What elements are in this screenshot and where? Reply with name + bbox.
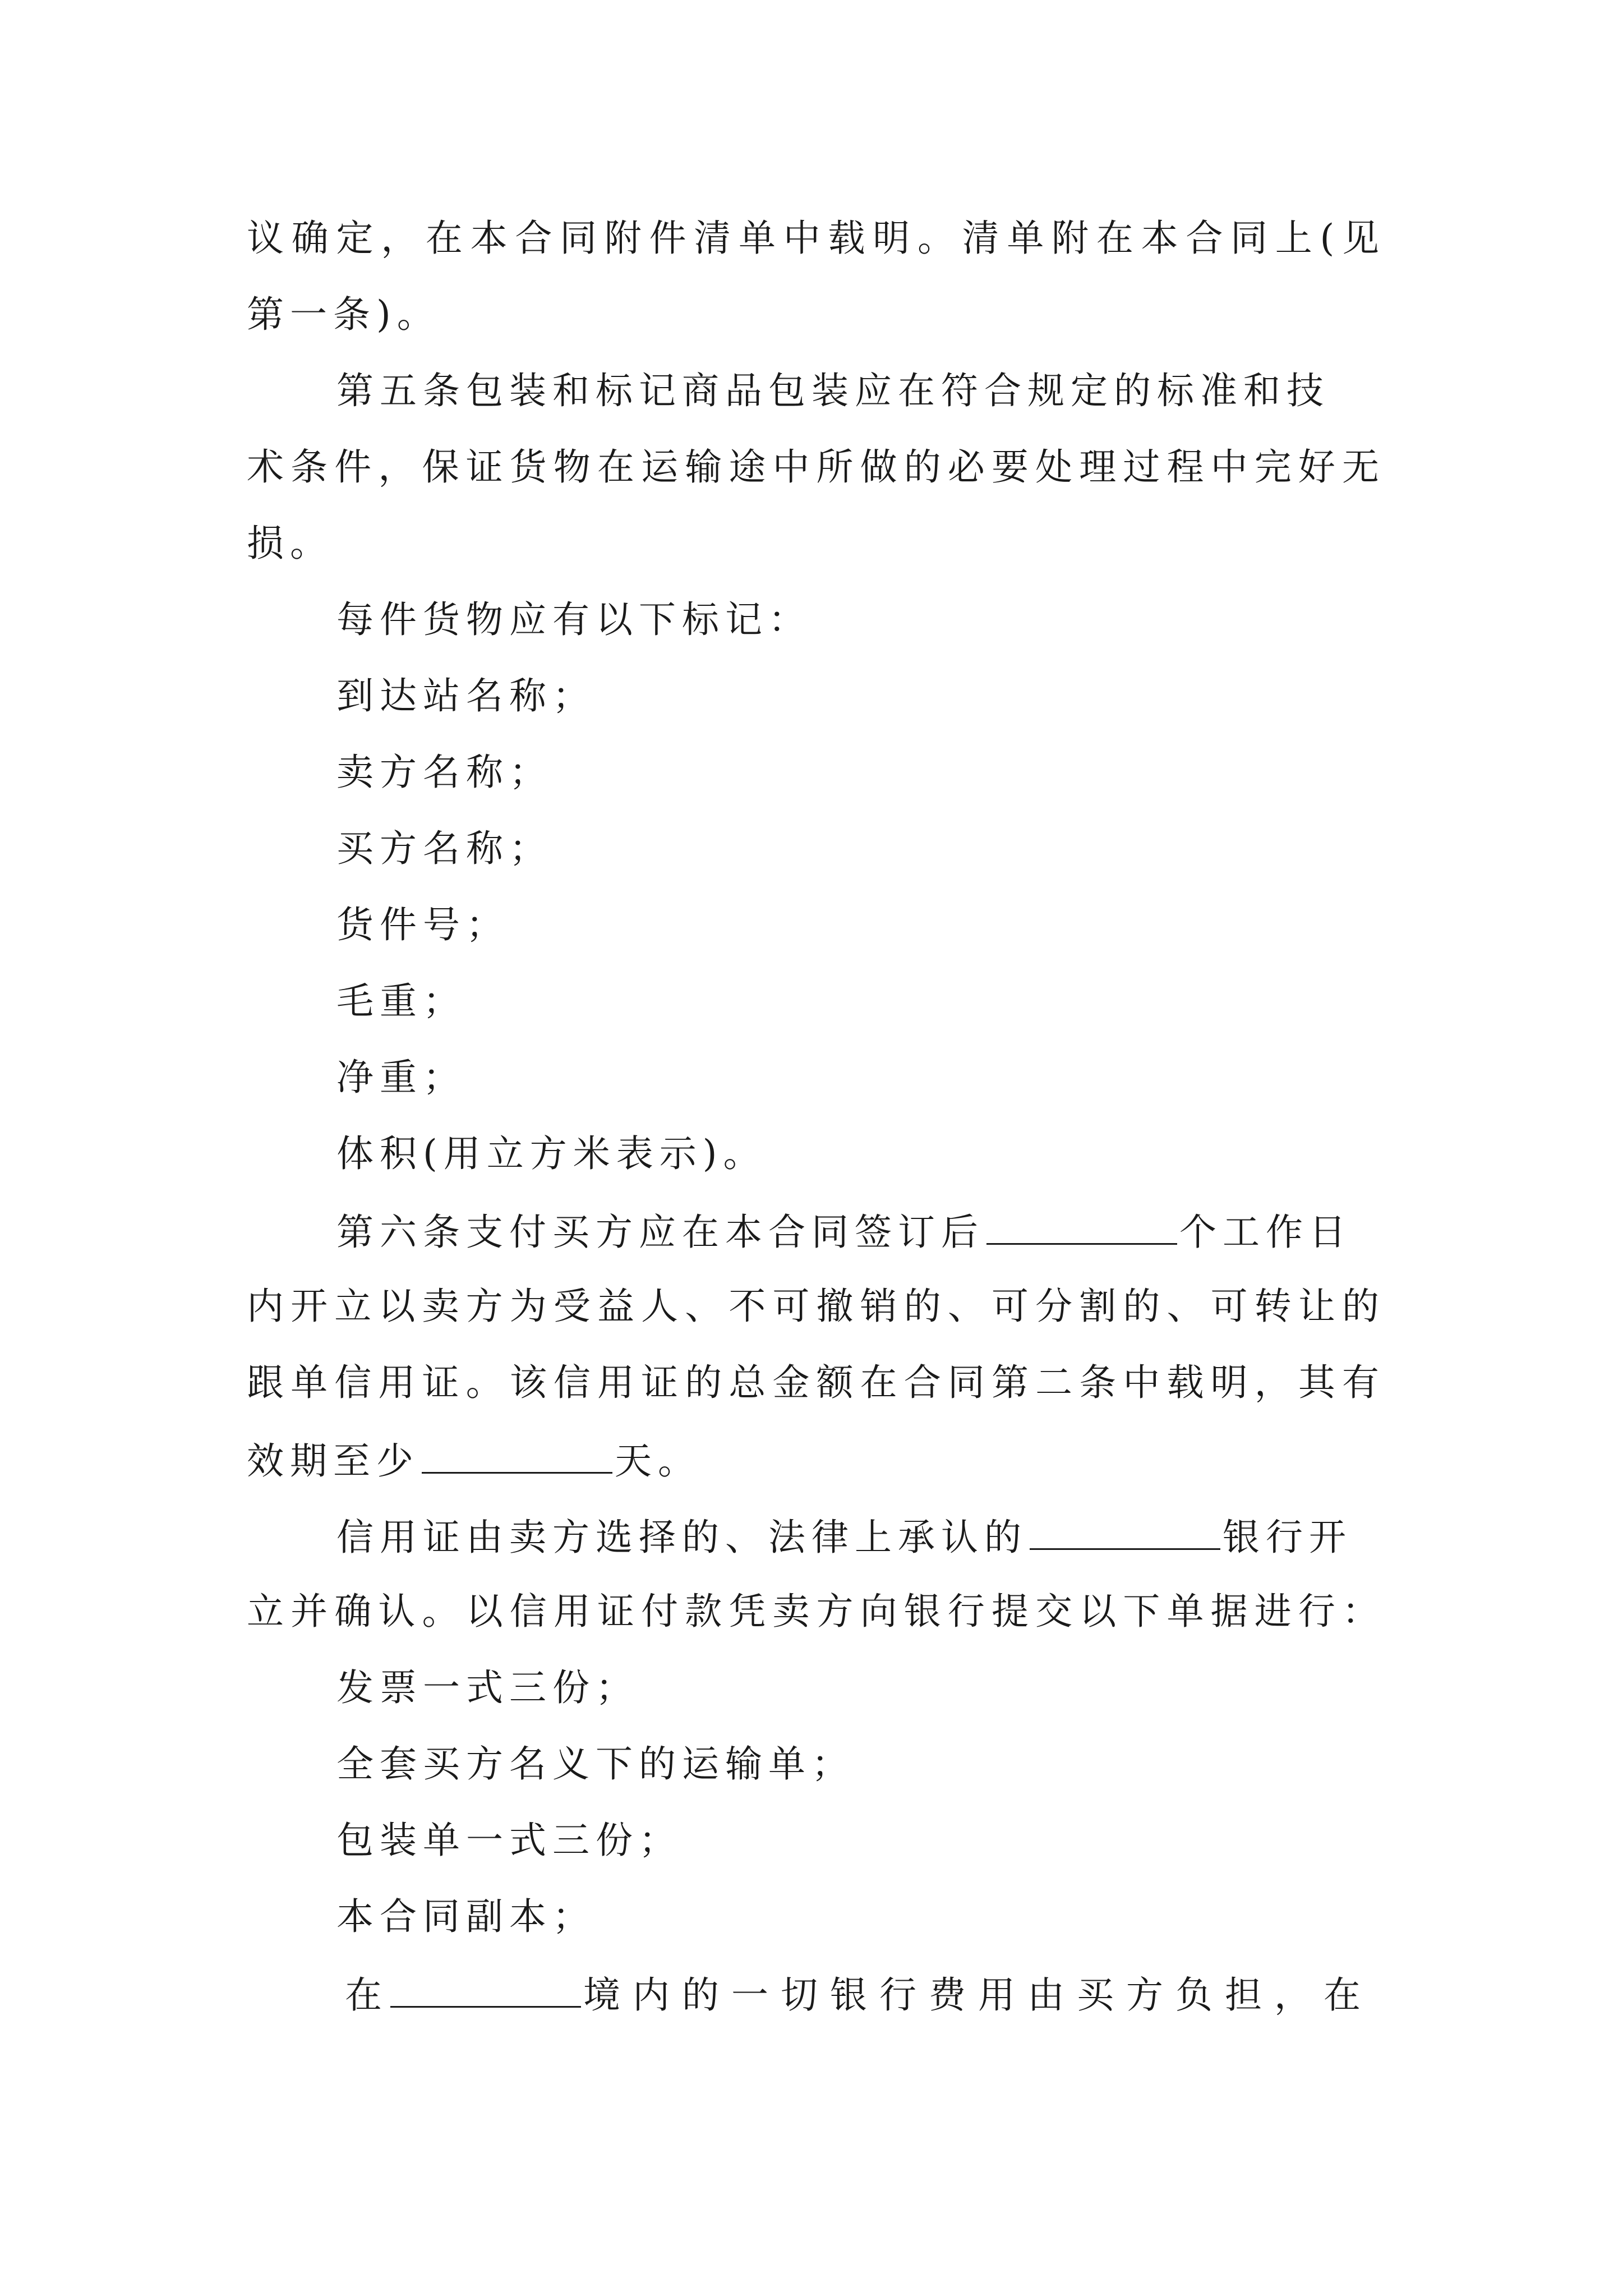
line-text: 发票一式三份； xyxy=(336,1666,639,1709)
paragraph-line xyxy=(247,1285,1385,1328)
list-item xyxy=(336,1056,1475,1099)
list-item xyxy=(336,1895,1475,1938)
line-text: 本合同副本； xyxy=(336,1895,596,1938)
paragraph-line xyxy=(247,217,1385,260)
list-item xyxy=(336,1666,1475,1709)
paragraph-line xyxy=(345,1973,1385,2017)
paragraph-line xyxy=(247,445,1385,489)
line-text: 第五条包装和标记商品包装应在符合规定的标准和技 xyxy=(336,369,1330,412)
line-text: 每件货物应有以下标记： xyxy=(336,598,811,641)
article-5-heading xyxy=(336,369,1385,412)
fill-in-blank[interactable] xyxy=(390,1975,581,2008)
fill-in-blank[interactable] xyxy=(986,1212,1177,1245)
line-text: 议确定，在本合同附件清单中载明。清单附在本合同上(见 xyxy=(247,217,1385,260)
line-text: 立并确认。以信用证付款凭卖方向银行提交以下单据进行： xyxy=(247,1590,1385,1633)
line-text: 天。 xyxy=(615,1439,701,1483)
paragraph-line xyxy=(247,1590,1385,1633)
list-item xyxy=(336,751,1475,794)
article-6-heading xyxy=(336,1211,1385,1254)
paragraph-line xyxy=(247,1439,1385,1483)
list-item xyxy=(336,979,1475,1023)
paragraph-line xyxy=(247,1361,1385,1404)
line-text: 毛重； xyxy=(336,979,466,1023)
line-text: 个工作日 xyxy=(1179,1211,1352,1254)
line-text: 银行开 xyxy=(1223,1516,1352,1559)
line-text: 包装单一式三份； xyxy=(336,1819,682,1862)
line-text: 境内的一切银行费用由买方负担，在 xyxy=(583,1973,1373,2017)
list-item xyxy=(336,1742,1475,1786)
list-item xyxy=(336,674,1475,717)
line-text: 内开立以卖方为受益人、不可撤销的、可分割的、可转让的 xyxy=(247,1285,1385,1328)
list-item xyxy=(336,1819,1475,1862)
line-text: 在 xyxy=(345,1973,388,2017)
line-text: 买方名称； xyxy=(336,827,552,870)
line-text: 第六条支付买方应在本合同签订后 xyxy=(336,1211,984,1254)
list-item xyxy=(336,1132,1475,1175)
fill-in-blank[interactable] xyxy=(1030,1517,1220,1550)
line-text: 到达站名称； xyxy=(336,674,596,717)
line-text: 信用证由卖方选择的、法律上承认的 xyxy=(336,1516,1027,1559)
line-text: 术条件，保证货物在运输途中所做的必要处理过程中完好无 xyxy=(247,445,1385,489)
list-item xyxy=(336,903,1475,946)
line-text: 第一条)。 xyxy=(247,293,440,336)
line-text: 全套买方名义下的运输单； xyxy=(336,1742,855,1786)
line-text: 体积(用立方米表示)。 xyxy=(336,1132,767,1175)
list-intro xyxy=(336,598,1475,641)
line-text: 卖方名称； xyxy=(336,751,552,794)
paragraph-line xyxy=(247,522,1385,565)
line-text: 货件号； xyxy=(336,903,509,946)
line-text: 效期至少 xyxy=(247,1439,419,1483)
fill-in-blank[interactable] xyxy=(422,1441,612,1474)
paragraph-line xyxy=(247,293,1385,336)
line-text: 跟单信用证。该信用证的总金额在合同第二条中载明，其有 xyxy=(247,1361,1385,1404)
line-text: 损。 xyxy=(247,522,333,565)
list-item xyxy=(336,827,1475,870)
line-text: 净重； xyxy=(336,1056,466,1099)
paragraph-line xyxy=(336,1516,1385,1559)
